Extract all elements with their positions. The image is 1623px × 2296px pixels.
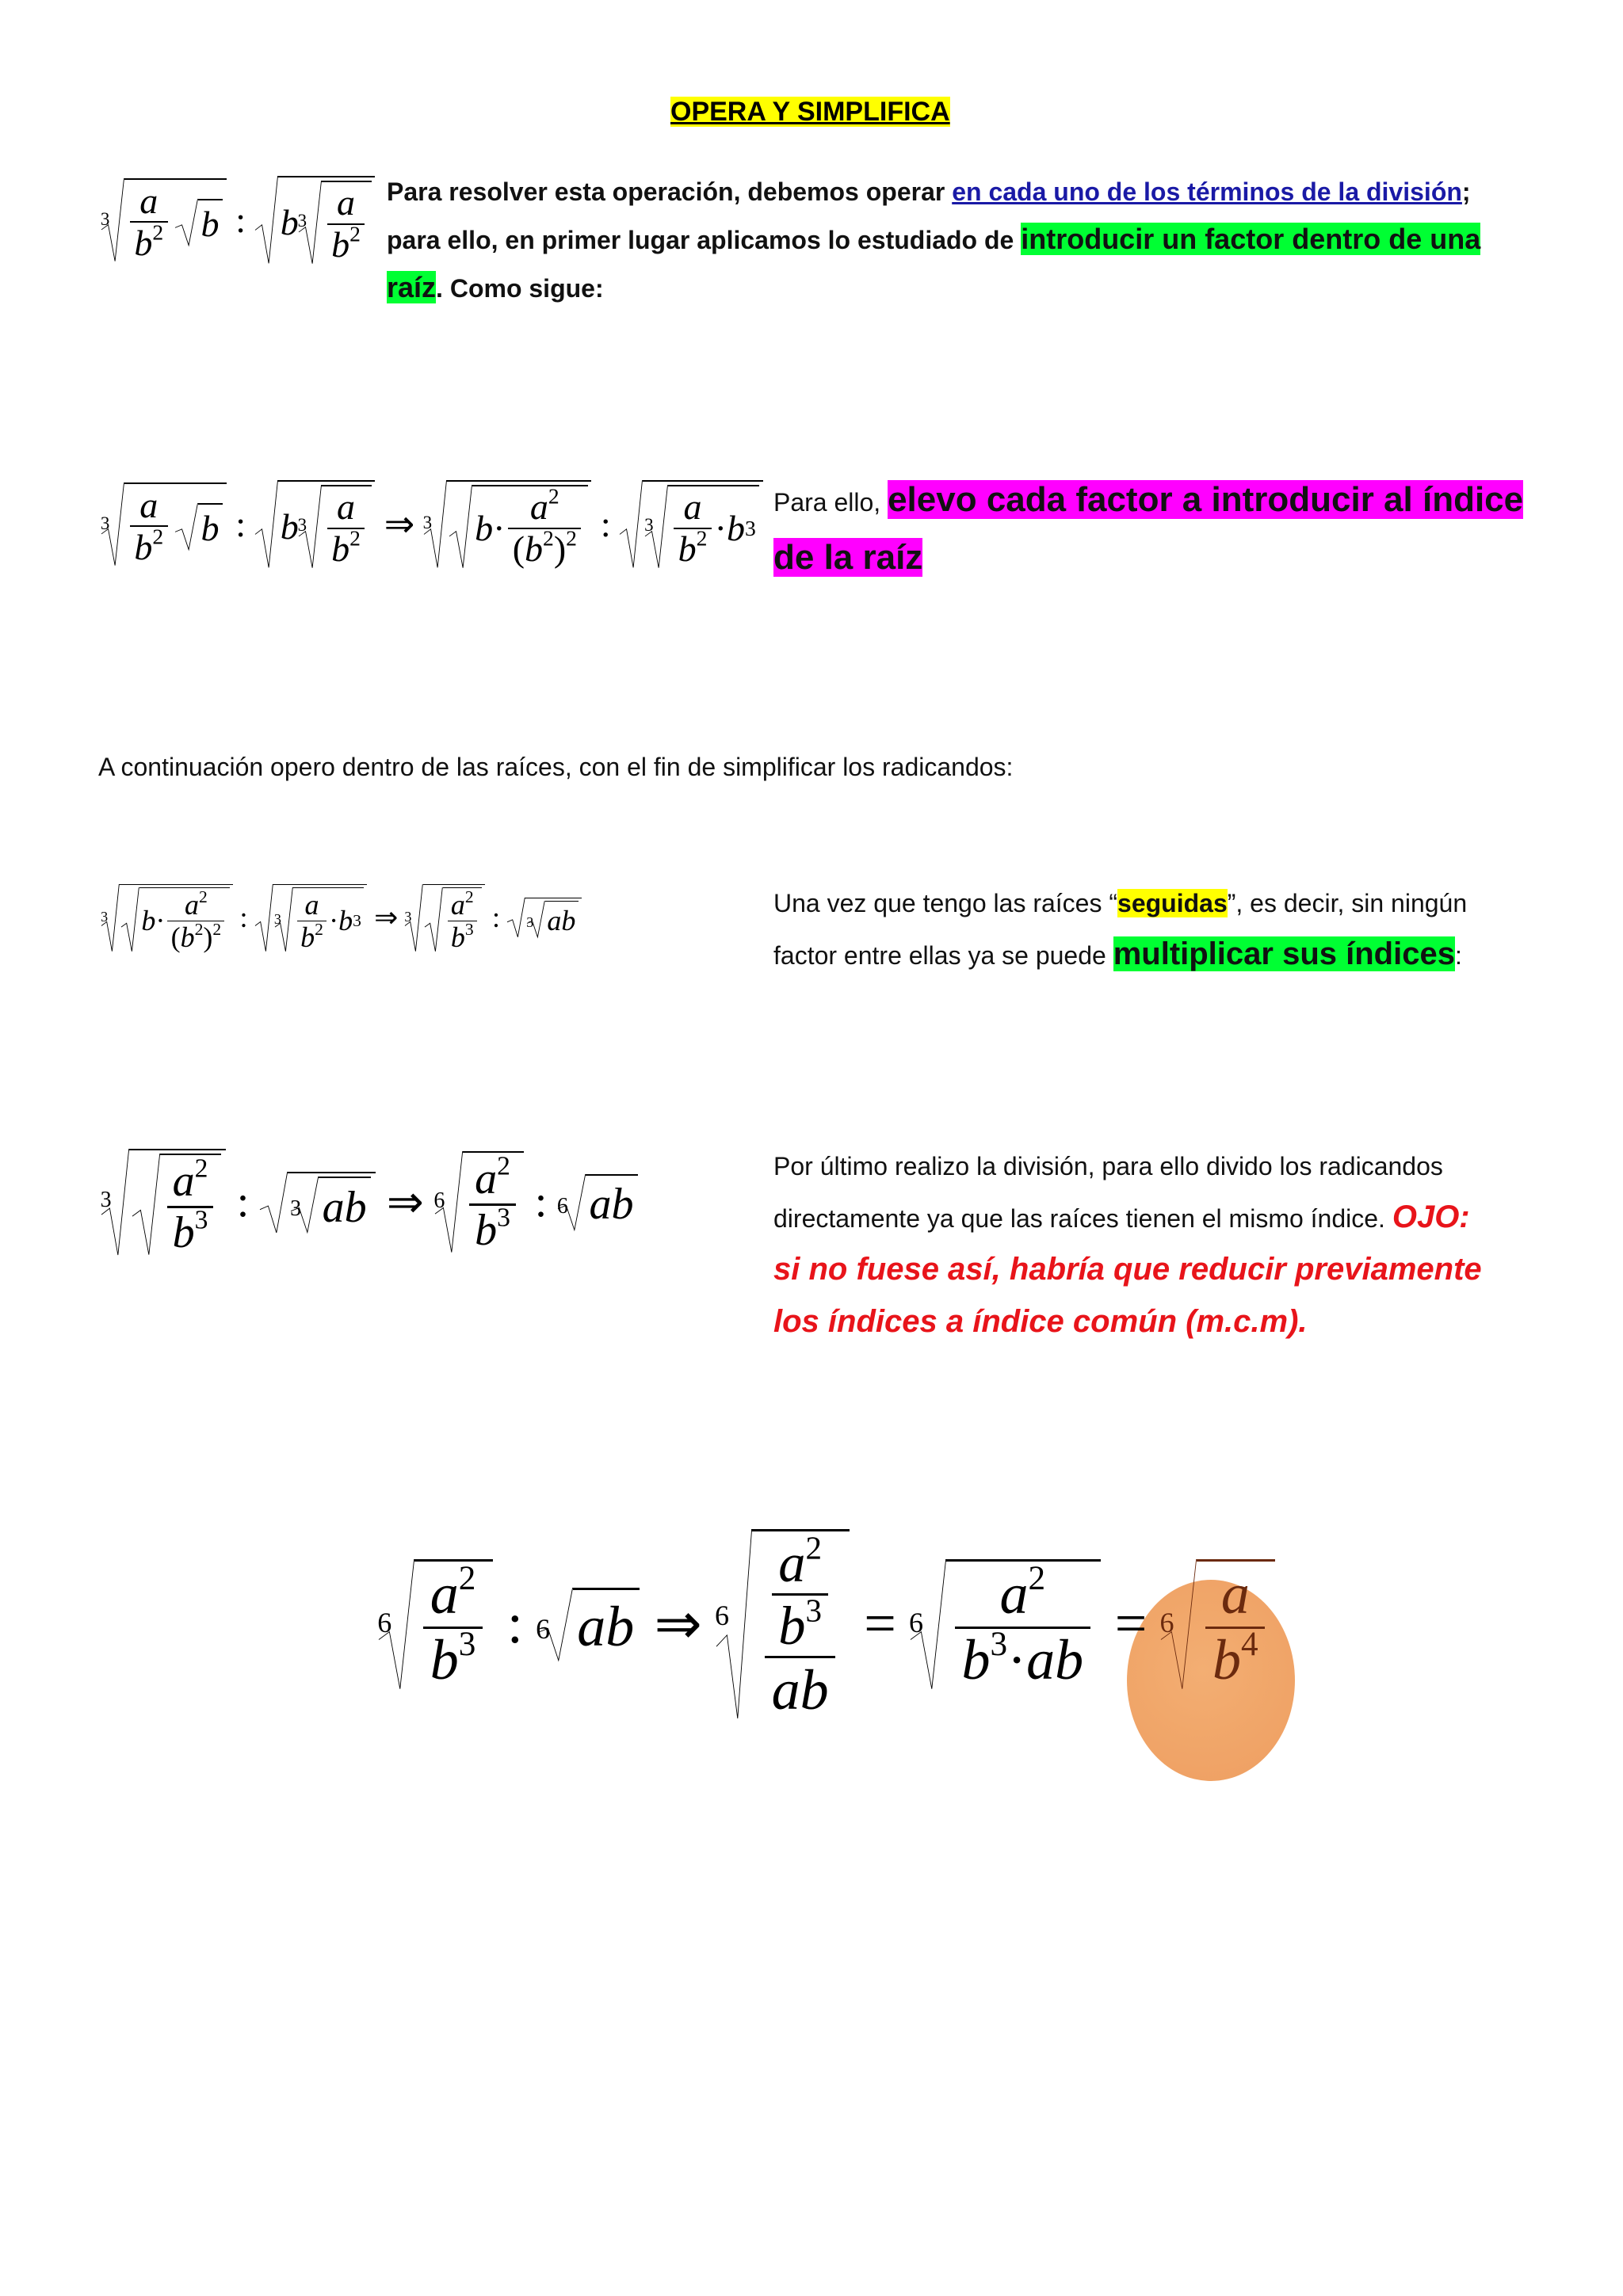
page-title: OPERA Y SIMPLIFICA bbox=[670, 97, 950, 127]
math-expression-2: 3 $\frac{a}{b^2}$ b : b 3 $\frac{a}{b^2}$ ⇒ 3 b · $\frac{a^2}{(b^2)^2}$ : 3 $\frac{a}{b^2}$ · b 3 bbox=[101, 480, 763, 574]
math-expression-4: 3 $\frac{a^2}{b^3}$ : 3 ab ⇒ 6 $\frac{a^2}{b^3}$ : 6 ab bbox=[101, 1149, 638, 1266]
step2-paragraph: A continuación opero dentro de las raíces, con el fin de simplificar los radicandos: bbox=[98, 753, 1014, 781]
step4-paragraph: Por último realizo la división, para ello divido los radicandos directamente ya que las raíces tienen el mismo índice. OJO: si no fuese así, habría que reducir previamente los índices a índice común (m.c.m). bbox=[773, 1152, 1482, 1339]
division-terms-link[interactable]: en cada uno de los términos de la división bbox=[952, 177, 1462, 206]
math-expression-1: 3 $\frac{a}{b^2}$ b : b 3 $\frac{a}{b^2}$ bbox=[101, 176, 375, 270]
math-expression-3: 3 b · $\frac{a^2}{(b^2)^2}$ : 3 $\frac{a}{b^2}$ · b 3 ⇒ 3 $\frac{a^2}{b^3}$ : 3 ab bbox=[101, 884, 582, 959]
step1-paragraph: Para ello, elevo cada factor a introducir al índice de la raíz bbox=[773, 480, 1524, 577]
intro-paragraph: Para resolver esta operación, debemos operar en cada uno de los términos de la división; para ello, en primer lugar aplicamos lo estudiado de introducir un factor dentro de una raíz. Como sigue: bbox=[387, 177, 1481, 303]
math-expression-final: 6 $\frac{a^2}{b^3}$ : 6 ab ⇒ 6 $\frac{\frac{a^2}{b^3}}{ab}$ = 6 $\frac{a^2}{b^3\cdot ab}$ = 6 $\frac{a}{b^4}$ bbox=[379, 1529, 1275, 1718]
step3-paragraph: Una vez que tengo las raíces “seguidas”, es decir, sin ningún factor entre ellas ya se puede multiplicar sus índices: bbox=[773, 889, 1468, 971]
